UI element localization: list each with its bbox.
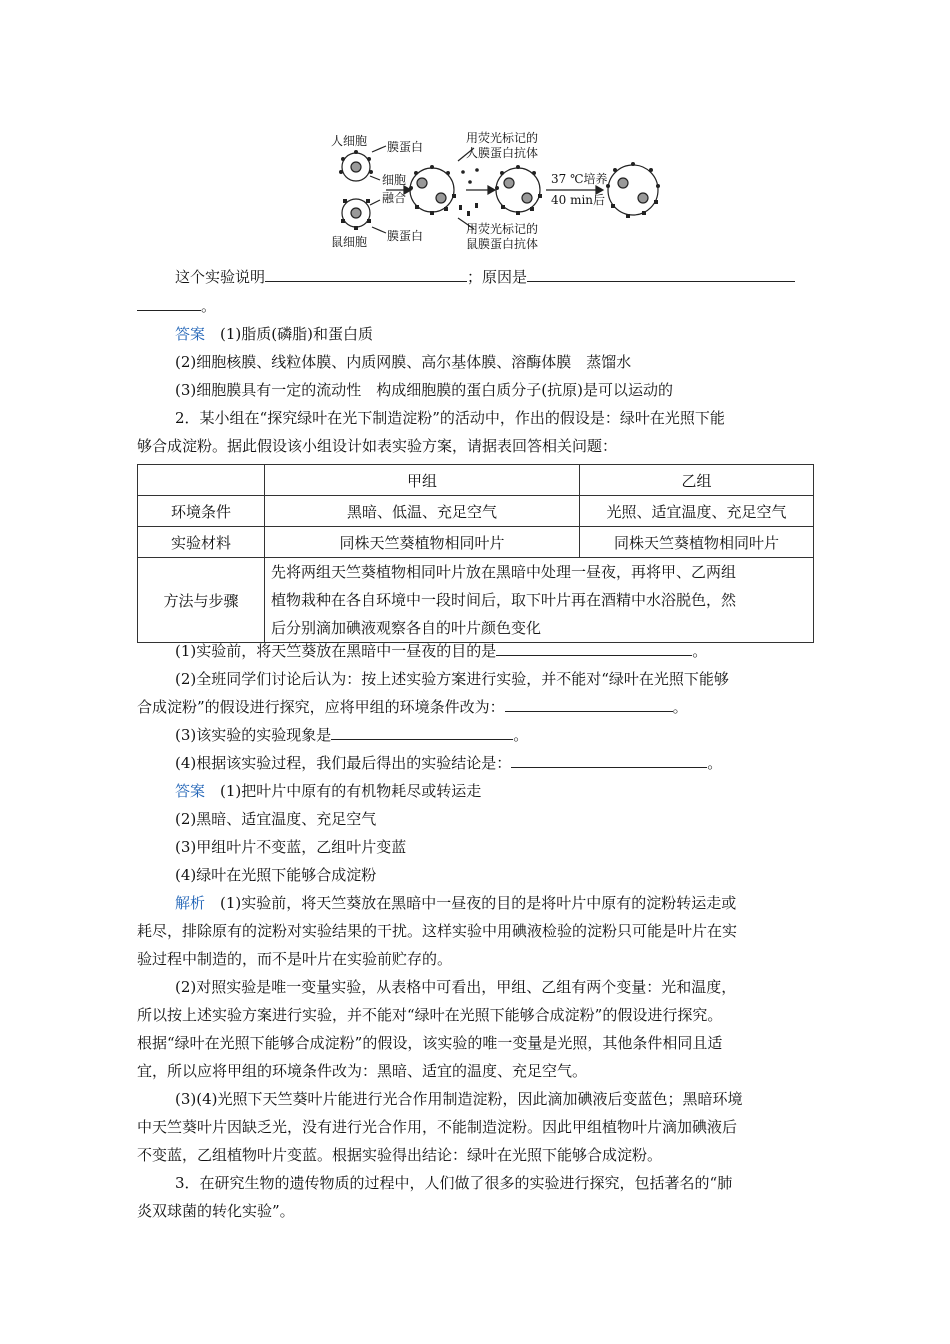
q2-sub-1 [175,637,707,665]
q2-answer-4: (4)绿叶在光照下能够合成淀粉 [175,866,377,884]
q2-answer-1-text: (1)把叶片中原有的有机物耗尽或转运走 [220,782,482,800]
q2-blank-2 [505,693,673,712]
table-cell: 同株天竺葵植物相同叶片 [580,527,814,558]
table-header-jia: 甲组 [265,465,580,496]
q2-answer-3: (3)甲组叶片不变蓝，乙组叶片变蓝 [175,838,407,856]
q2-end-4: 。 [707,754,723,772]
q1-prompt-line-2 [137,292,216,320]
q1-prompt-line [175,263,795,291]
q2-sub-3-text: (3)该实验的实验现象是 [175,726,332,744]
q2-sub-2a: (2)全班同学们讨论后认为：按上述实验方案进行实验，并不能对“绿叶在光照下能够 [175,670,729,688]
table-row-method [138,558,814,643]
q2-sub-2b [137,693,688,721]
fusion-label-1: 细胞 [382,173,407,187]
q2-analysis-2d: 宜，所以应将甲组的环境条件改为：黑暗、适宜的温度、充足空气。 [137,1062,588,1080]
cell-fusion-illustration [0,0,950,260]
q2-blank-3 [331,721,513,740]
q2-analysis-2a: (2)对照实验是唯一变量实验，从表格中可看出，甲组、乙组有两个变量：光和温度， [175,978,737,996]
table-cell: 黑暗、低温、充足空气 [265,496,580,527]
q2-analysis-1c: 验过程中制造的，而不是叶片在实验前贮存的。 [137,950,453,968]
q2-sub-2b-text: 合成淀粉”的假设进行探究，应将甲组的环境条件改为： [137,698,505,716]
q2-analysis-1b: 耗尽，排除原有的淀粉对实验结果的干扰。这样实验中用碘液检验的淀粉只可能是叶片在实 [137,922,738,940]
q2-sub-4 [175,749,722,777]
q3-stem-1: 3．在研究生物的遗传物质的过程中，人们做了很多的实验进行探究，包括著名的“肺 [175,1174,733,1192]
table-header-yi: 乙组 [580,465,814,496]
table-cell: 同株天竺葵植物相同叶片 [265,527,580,558]
q2-analysis-1-text: (1)实验前，将天竺葵放在黑暗中一昼夜的目的是将叶片中原有的淀粉转运走或 [220,894,737,912]
membrane-protein-bottom-label: 膜蛋白 [387,229,424,243]
human-antibody-label-1: 用荧光标记的 [466,131,539,145]
q1-prompt-b: ；原因是 [467,268,528,286]
table-row-label: 环境条件 [138,496,265,527]
table-method-cell [265,558,814,643]
table-cell: 光照、适宜温度、充足空气 [580,496,814,527]
q2-blank-4 [511,749,707,768]
q1-answer-3: (3)细胞膜具有一定的流动性 构成细胞膜的蛋白质分子(抗原)是可以运动的 [175,381,673,399]
q2-analysis-3a: (3)(4)光照下天竺葵叶片能进行光合作用制造淀粉，因此滴加碘液后变蓝色；黑暗环境 [175,1090,743,1108]
mouse-antibody-label-1: 用荧光标记的 [466,222,539,236]
q2-end-3: 。 [513,726,529,744]
q1-prompt-a: 这个实验说明 [175,268,266,286]
q2-answer-label: 答案 [175,782,206,800]
q2-analysis-3c: 不变蓝，乙组植物叶片变蓝。根据实验得出结论：绿叶在光照下能够合成淀粉。 [137,1146,663,1164]
table-row-label: 方法与步骤 [138,558,265,643]
q1-blank-reason-cont [137,292,201,311]
q1-answer-2: (2)细胞核膜、线粒体膜、内质网膜、高尔基体膜、溶酶体膜 蒸馏水 [175,353,632,371]
q2-analysis-1 [175,889,736,917]
mouse-cell-label: 鼠细胞 [331,235,368,249]
mouse-antibody-label-2: 鼠膜蛋白抗体 [466,237,539,251]
membrane-protein-top-label: 膜蛋白 [387,140,424,154]
q2-analysis-label: 解析 [175,894,206,912]
table-row-label: 实验材料 [138,527,265,558]
method-line-2: 植物栽种在各自环境中一段时间后，取下叶片再在酒精中水浴脱色，然 [271,591,737,609]
q2-analysis-3b: 中天竺葵叶片因缺乏光，没有进行光合作用，不能制造淀粉。因此甲组植物叶片滴加碘液后 [137,1118,738,1136]
culture-condition-label-2: 40 min后 [551,193,606,207]
q2-answer-1 [175,777,481,805]
q2-sub-1-text: (1)实验前，将天竺葵放在黑暗中一昼夜的目的是 [175,642,497,660]
q2-stem-2: 够合成淀粉。据此假设该小组设计如表实验方案，请据表回答相关问题： [137,437,618,455]
human-antibody-label-2: 人膜蛋白抗体 [466,146,539,160]
method-line-1: 先将两组天竺葵植物相同叶片放在黑暗中处理一昼夜，再将甲、乙两组 [271,563,737,581]
culture-condition-label-1: 37 ℃培养 [551,172,608,186]
experiment-table [137,464,814,643]
q2-end-1: 。 [692,642,708,660]
q3-stem-2: 炎双球菌的转化实验”。 [137,1202,295,1220]
q1-blank-reason [527,263,795,282]
method-line-3: 后分别滴加碘液观察各自的叶片颜色变化 [271,619,542,637]
human-cell-label: 人细胞 [331,134,368,148]
q1-answer-1-text: (1)脂质(磷脂)和蛋白质 [220,325,373,343]
fusion-label-2: 融合 [382,191,407,205]
q1-blank-conclusion [265,263,467,282]
q2-analysis-2b: 所以按上述实验方案进行实验，并不能对“绿叶在光照下能够合成淀粉”的假设进行探究。 [137,1006,723,1024]
q1-answer-label: 答案 [175,325,206,343]
table-header-empty [138,465,265,496]
table-header-row [138,465,814,496]
q2-sub-3 [175,721,528,749]
q2-sub-4-text: (4)根据该实验过程，我们最后得出的实验结论是： [175,754,512,772]
q1-answer-1 [175,320,373,348]
q2-blank-1 [496,637,692,656]
q2-answer-2: (2)黑暗、适宜温度、充足空气 [175,810,377,828]
table-row-material [138,527,814,558]
q2-analysis-2c: 根据“绿叶在光照下能够合成淀粉”的假设，该实验的唯一变量是光照，其他条件相同且适 [137,1034,723,1052]
q2-stem-1: 2．某小组在“探究绿叶在光下制造淀粉”的活动中，作出的假设是：绿叶在光照下能 [175,409,725,427]
q2-end-2: 。 [672,698,688,716]
q1-end-mark: 。 [201,297,217,315]
table-row-env [138,496,814,527]
